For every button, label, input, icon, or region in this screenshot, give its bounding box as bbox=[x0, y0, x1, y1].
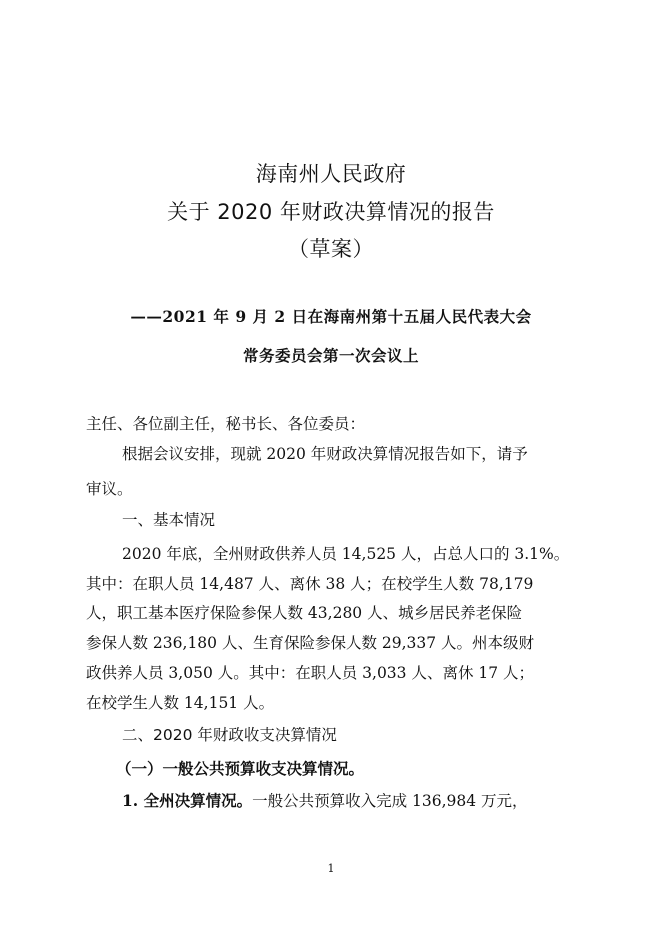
subsection-heading-general-budget: （一）一般公共预算收支决算情况。 bbox=[116, 759, 365, 778]
item-1-label: 1. 全州决算情况。 bbox=[122, 791, 253, 810]
intro-line-1: 根据会议安排，现就 2020 年财政决算情况报告如下，请予 bbox=[122, 445, 528, 463]
page-number: 1 bbox=[327, 862, 335, 875]
report-title-main: 关于 2020 年财政决算情况的报告 bbox=[167, 200, 495, 224]
section1-line-3: 人，职工基本医疗保险参保人数 43,280 人、城乡居民养老保险 bbox=[86, 604, 523, 622]
section1-line-1: 2020 年底，全州财政供养人员 14,525 人，占总人口的 3.1%。 bbox=[122, 545, 570, 563]
intro-line-2: 审议。 bbox=[86, 480, 133, 498]
section1-line-6: 在校学生人数 14,151 人。 bbox=[86, 694, 275, 712]
item-1-line bbox=[122, 789, 528, 811]
section1-line-5: 政供养人员 3,050 人。其中：在职人员 3,033 人、离休 17 人； bbox=[86, 664, 535, 682]
report-title-issuer: 海南州人民政府 bbox=[255, 162, 407, 186]
report-subtitle-line2: 常务委员会第一次会议上 bbox=[242, 346, 419, 365]
report-subtitle-line1: ——2021 年 9 月 2 日在海南州第十五届人民代表大会 bbox=[130, 307, 532, 326]
section1-line-4: 参保人数 236,180 人、生育保险参保人数 29,337 人。州本级财 bbox=[86, 634, 535, 652]
item-1-text: 一般公共预算收入完成 136,984 万元， bbox=[252, 792, 528, 810]
report-title-draft: （草案） bbox=[288, 237, 374, 261]
section1-line-2: 其中：在职人员 14,487 人、离休 38 人；在校学生人数 78,179 bbox=[86, 575, 534, 593]
section-heading-basic: 一、基本情况 bbox=[122, 511, 216, 529]
section-heading-final-accounts: 二、2020 年财政收支决算情况 bbox=[122, 726, 337, 744]
salutation: 主任、各位副主任，秘书长、各位委员： bbox=[86, 415, 366, 433]
